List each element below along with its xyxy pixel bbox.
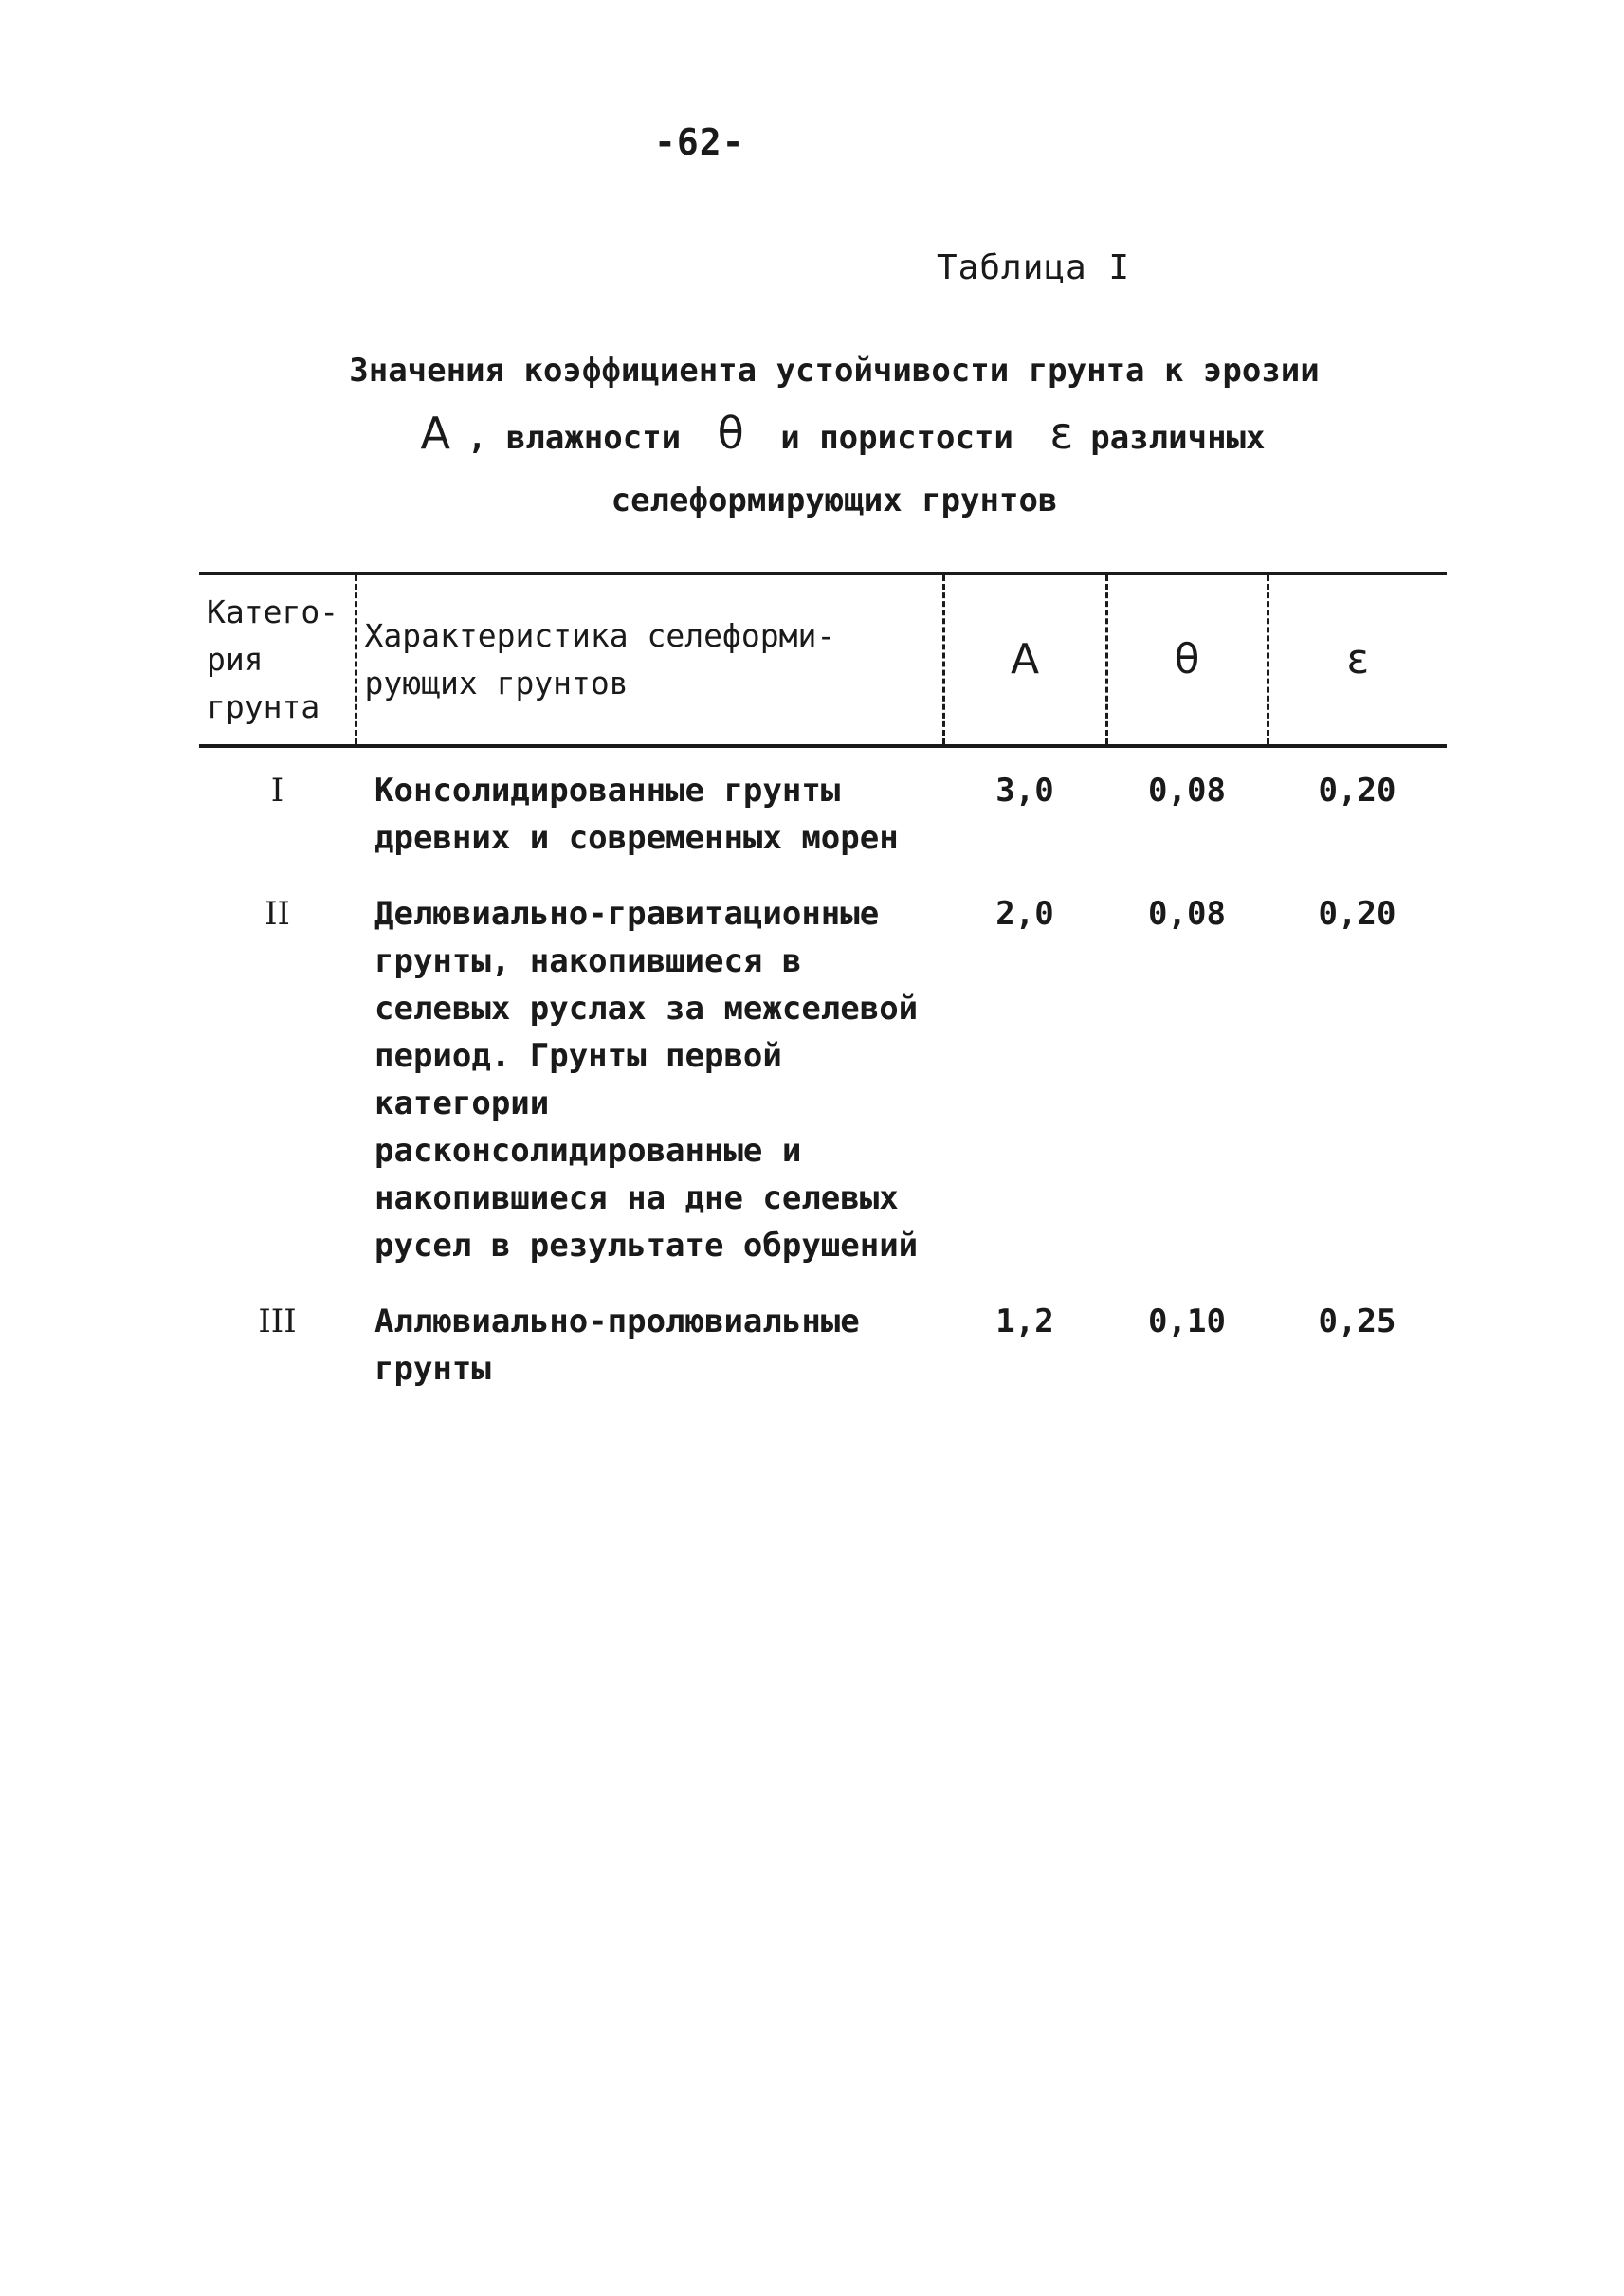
table-row — [199, 746, 1447, 871]
title-various-text: различных — [1090, 419, 1266, 457]
row-category: I — [270, 772, 284, 810]
table-title — [284, 339, 1384, 532]
symbol-epsilon: ε — [1049, 408, 1074, 459]
row-description: Делювиально-гравитационные грунты, накопившиеся в селевых руслах за межселевой период. Грунты первой категории расконсолидированные и накопившиеся на дне селевых русел в результате обрушений — [374, 895, 919, 1265]
table-label: Таблица I — [937, 248, 1131, 287]
row-category: II — [265, 895, 290, 933]
title-porosity-text: и пористости — [780, 419, 1013, 457]
row-epsilon-value: 0,25 — [1318, 1303, 1396, 1340]
row-category: III — [258, 1303, 297, 1340]
page-number: -62- — [654, 121, 745, 163]
row-epsilon-value: 0,20 — [1318, 895, 1396, 933]
header-a: A — [943, 574, 1106, 746]
row-theta-value: 0,08 — [1148, 895, 1226, 933]
row-theta-value: 0,08 — [1148, 772, 1226, 810]
header-epsilon: ε — [1268, 574, 1447, 746]
row-description: Аллювиально-пролювиальные грунты — [374, 1303, 860, 1388]
symbol-theta: θ — [717, 408, 744, 459]
header-theta: θ — [1106, 574, 1268, 746]
title-moisture-text: , влажности — [466, 419, 682, 457]
table-row — [199, 871, 1447, 1279]
symbol-a: A — [420, 408, 450, 459]
coefficients-table — [199, 572, 1447, 1402]
title-line-3: селеформирующих грунтов — [611, 482, 1058, 519]
row-a-value: 2,0 — [995, 895, 1054, 933]
row-description: Консолидированные грунты древних и современных морен — [374, 772, 899, 857]
row-theta-value: 0,10 — [1148, 1303, 1226, 1340]
header-characteristic: Характеристика селеформи- рующих грунтов — [356, 574, 943, 746]
header-category: Катего- рия грунта — [207, 593, 339, 725]
table-header-row — [199, 574, 1447, 746]
row-a-value: 3,0 — [995, 772, 1054, 810]
row-epsilon-value: 0,20 — [1318, 772, 1396, 810]
row-a-value: 1,2 — [995, 1303, 1054, 1340]
title-line-2 — [284, 402, 1384, 469]
title-line-1: Значения коэффициента устойчивости грунта к эрозии — [349, 352, 1320, 390]
table-row — [199, 1279, 1447, 1402]
